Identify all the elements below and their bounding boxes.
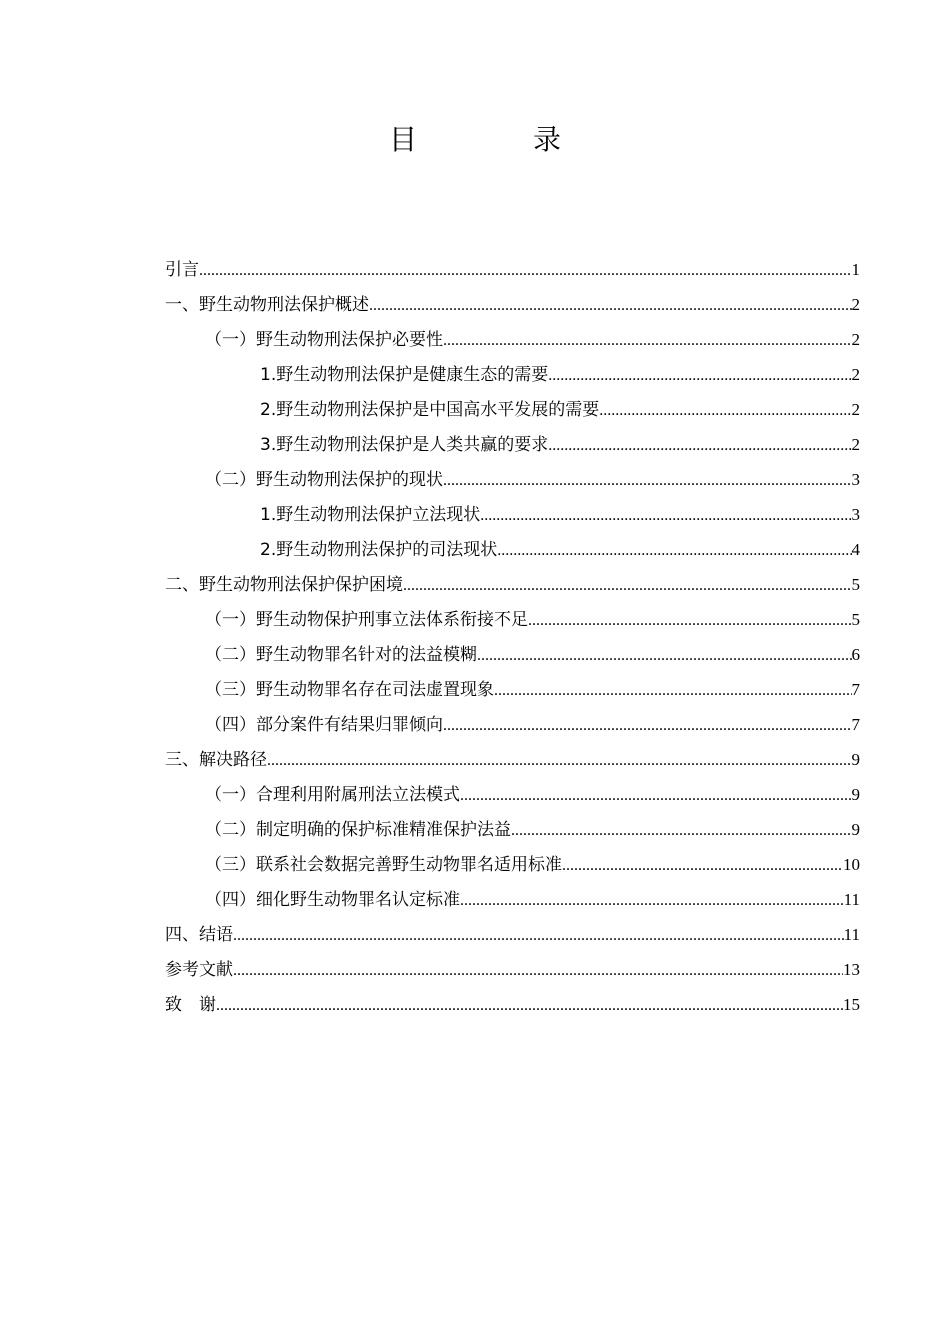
toc-entry[interactable] [165,567,860,602]
toc-page-number: 15 [843,995,860,1014]
toc-dot-leader [369,288,852,323]
toc-entry-text: 二、野生动物刑法保护保护困境 [165,575,403,595]
toc-dot-leader [233,918,844,953]
toc-entry[interactable] [165,882,860,917]
toc-dot-leader [480,498,851,533]
toc-dot-leader [443,463,852,498]
toc-entry[interactable] [165,812,860,847]
toc-entry[interactable] [165,392,860,427]
toc-entry-text: （二）野生动物罪名针对的法益模糊 [205,645,477,665]
toc-entry-text: （三）野生动物罪名存在司法虚置现象 [205,680,494,700]
toc-page-number: 9 [851,750,860,769]
toc-dot-leader [403,568,852,603]
toc-entry-text: （二）制定明确的保护标准精准保护法益 [205,820,511,840]
toc-entry-text: （一）合理利用附属刑法立法模式 [205,785,460,805]
toc-dot-leader [494,673,852,708]
toc-page-number: 1 [851,260,860,279]
toc-page-number: 9 [851,785,860,804]
toc-dot-leader [528,603,852,638]
toc-entry-text: 引言 [165,260,199,280]
toc-page-number: 5 [851,610,860,629]
toc-entry-text: （三）联系社会数据完善野生动物罪名适用标准 [205,855,562,875]
toc-dot-leader [216,988,843,1023]
table-of-contents [165,252,860,1022]
toc-dot-leader [548,358,851,393]
toc-entry[interactable] [165,952,860,987]
toc-entry[interactable] [165,287,860,322]
toc-entry[interactable] [165,777,860,812]
toc-dot-leader [443,708,852,743]
toc-entry[interactable] [165,707,860,742]
toc-page-number: 10 [843,855,860,874]
toc-page-number: 4 [851,540,860,559]
toc-entry-text: （四）细化野生动物罪名认定标准 [205,890,460,910]
toc-page-number: 9 [851,820,860,839]
toc-page-number: 7 [851,680,860,699]
toc-dot-leader [460,883,844,918]
toc-dot-leader [199,253,852,288]
toc-page-number: 3 [851,505,860,524]
toc-page-number: 11 [843,925,860,944]
toc-entry[interactable] [165,672,860,707]
toc-entry-text: 三、解决路径 [165,750,267,770]
toc-entry-text: 致 谢 [165,995,216,1015]
toc-entry[interactable] [165,357,860,392]
toc-page-number: 2 [851,365,860,384]
toc-page-number: 5 [851,575,860,594]
toc-title: 目 录 [388,123,605,156]
toc-dot-leader [443,323,852,358]
toc-entry-text: 2.野生动物刑法保护的司法现状 [260,540,498,560]
toc-entry[interactable] [165,917,860,952]
toc-entry[interactable] [165,322,860,357]
toc-dot-leader [233,953,843,988]
toc-entry[interactable] [165,427,860,462]
toc-dot-leader [497,533,851,568]
toc-entry-text: 参考文献 [165,960,233,980]
toc-page-number: 13 [843,960,860,979]
toc-entry-text: （一）野生动物刑法保护必要性 [205,330,443,350]
toc-entry-text: 四、结语 [165,925,233,945]
toc-page-number: 3 [851,470,860,489]
toc-dot-leader [477,638,852,673]
toc-entry-text: （四）部分案件有结果归罪倾向 [205,715,443,735]
toc-page-number: 7 [851,715,860,734]
toc-dot-leader [562,848,843,883]
toc-entry-text: 2.野生动物刑法保护是中国高水平发展的需要 [260,400,600,420]
toc-entry-text: 3.野生动物刑法保护是人类共赢的要求 [260,435,549,455]
toc-entry-text: 一、野生动物刑法保护概述 [165,295,369,315]
toc-entry[interactable] [165,462,860,497]
toc-page-number: 2 [851,435,860,454]
toc-entry-text: （二）野生动物刑法保护的现状 [205,470,443,490]
toc-dot-leader [511,813,852,848]
toc-page-number: 2 [851,295,860,314]
toc-entry[interactable] [165,252,860,287]
toc-entry[interactable] [165,497,860,532]
toc-entry[interactable] [165,532,860,567]
toc-page-number: 11 [843,890,860,909]
toc-dot-leader [548,428,851,463]
toc-entry[interactable] [165,602,860,637]
toc-page-number: 2 [851,330,860,349]
toc-entry[interactable] [165,637,860,672]
toc-dot-leader [460,778,852,813]
toc-page-number: 6 [851,645,860,664]
toc-dot-leader [599,393,851,428]
toc-entry[interactable] [165,847,860,882]
toc-page-number: 2 [851,400,860,419]
toc-entry-text: 1.野生动物刑法保护立法现状 [260,505,481,525]
toc-entry[interactable] [165,987,860,1022]
toc-entry-text: （一）野生动物保护刑事立法体系衔接不足 [205,610,528,630]
toc-dot-leader [267,743,852,778]
toc-entry-text: 1.野生动物刑法保护是健康生态的需要 [260,365,549,385]
toc-entry[interactable] [165,742,860,777]
